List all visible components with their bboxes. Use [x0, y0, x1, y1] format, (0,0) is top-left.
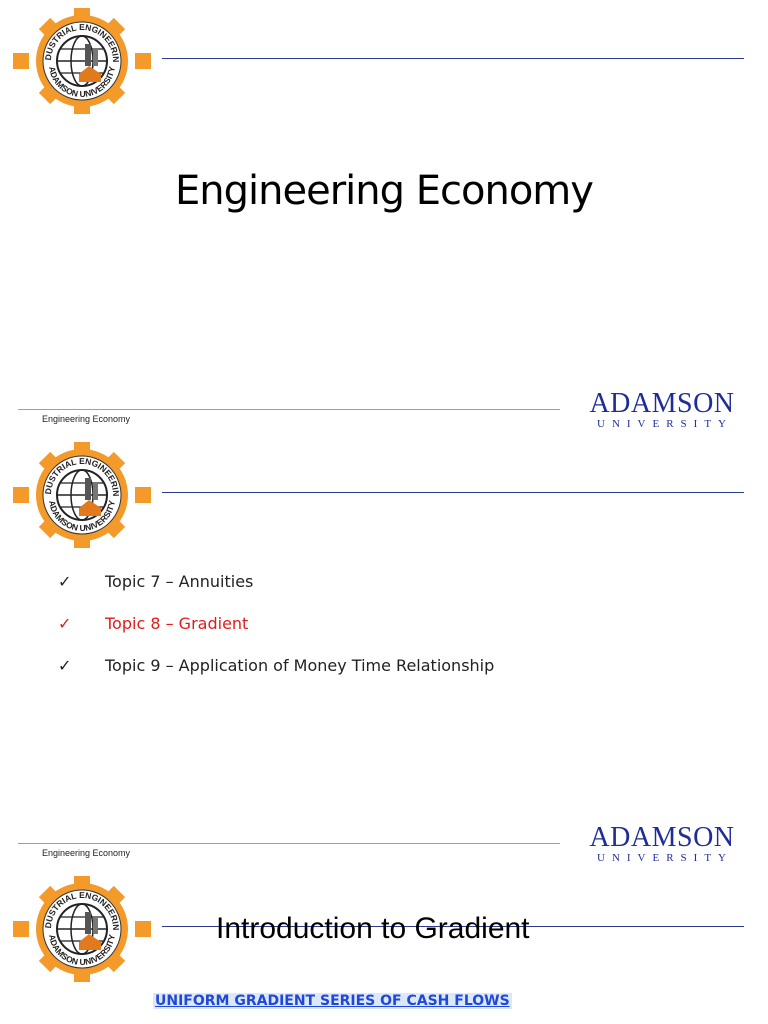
topic-item — [58, 560, 494, 602]
topic-item-active — [58, 602, 494, 644]
header-rule — [162, 492, 744, 493]
topic-label: Topic 8 – Gradient — [105, 613, 249, 633]
industrial-engineering-logo — [13, 876, 151, 982]
slide-topics — [0, 434, 768, 868]
topic-label: Topic 9 – Application of Money Time Relationship — [105, 655, 495, 675]
slide-gradient-intro — [0, 868, 768, 1024]
header-rule — [162, 58, 744, 59]
slide-title — [0, 0, 768, 434]
topic-list — [58, 560, 494, 686]
industrial-engineering-logo — [13, 8, 151, 114]
brand-main: ADAMSON — [589, 388, 735, 419]
slide-title-text: Engineering Economy — [175, 168, 593, 214]
brand-main: ADAMSON — [589, 822, 735, 853]
adamson-university-logo — [570, 390, 754, 430]
checkmark-icon: ✓ — [58, 613, 72, 633]
slide-title-text: Introduction to Gradient — [216, 912, 530, 945]
topic-label: Topic 7 – Annuities — [105, 571, 254, 591]
section-heading-link[interactable]: UNIFORM GRADIENT SERIES OF CASH FLOWS — [155, 993, 510, 1009]
footer-rule — [18, 843, 560, 844]
industrial-engineering-logo — [13, 442, 151, 548]
brand-sub: UNIVERSITY — [597, 418, 733, 430]
brand-sub: UNIVERSITY — [597, 852, 733, 864]
adamson-university-logo — [570, 824, 754, 864]
footer-rule — [18, 409, 560, 410]
checkmark-icon: ✓ — [58, 571, 72, 591]
topic-item — [58, 644, 494, 686]
footer-label: Engineering Economy — [42, 848, 131, 858]
checkmark-icon: ✓ — [58, 655, 72, 675]
footer-label: Engineering Economy — [42, 414, 131, 424]
